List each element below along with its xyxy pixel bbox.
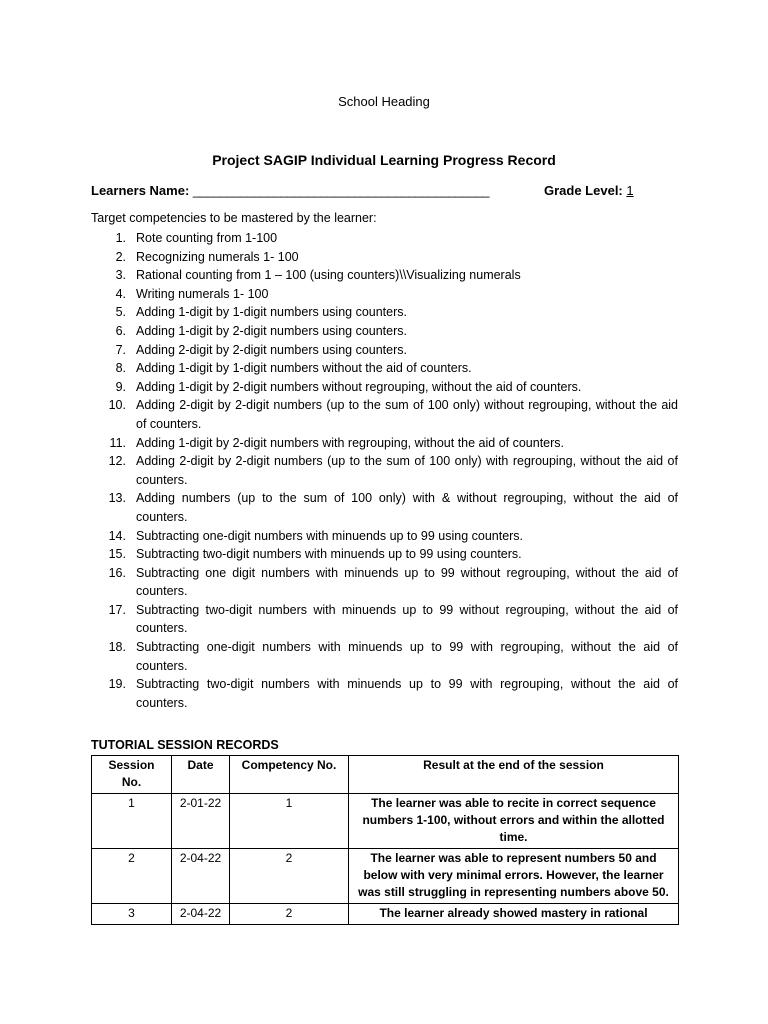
list-item [91, 303, 678, 322]
table-row [92, 904, 679, 925]
list-item-number: 9. [115, 379, 126, 394]
list-item-number: 2. [115, 249, 126, 264]
column-header-competency: Competency No. [230, 756, 349, 794]
tutorial-records-table [91, 755, 679, 925]
page-title: Project SAGIP Individual Learning Progress Record [212, 152, 556, 168]
list-item-text: Adding 2-digit by 2-digit numbers (up to the sum of 100 only) without regrouping, without the aid of counters. [136, 398, 678, 431]
grade-level [544, 183, 634, 198]
list-item [91, 378, 678, 397]
list-item [91, 452, 678, 489]
list-item [91, 564, 678, 601]
list-item-number: 19. [108, 677, 126, 692]
list-item [91, 359, 678, 378]
list-item-text: Subtracting two-digit numbers with minuends up to 99 with regrouping, without the aid of counters. [136, 677, 678, 710]
list-item-number: 8. [115, 361, 126, 376]
list-item-number: 16. [108, 565, 126, 580]
list-item-text: Adding 1-digit by 1-digit numbers without the aid of counters. [136, 361, 472, 376]
list-item [91, 229, 678, 248]
competency-list [91, 229, 678, 712]
grade-level-label: Grade Level: [544, 183, 623, 198]
school-heading: School Heading [338, 94, 430, 109]
cell-result: The learner was able to recite in correct sequence numbers 1-100, without errors and within the allotted time. [349, 794, 679, 849]
list-item [91, 675, 678, 712]
list-item-number: 15. [108, 547, 126, 562]
grade-level-value: 1 [626, 183, 634, 198]
list-item-number: 11. [109, 435, 126, 450]
list-item-text: Subtracting two-digit numbers with minuends up to 99 without regrouping, without the aid of counters. [136, 602, 678, 636]
list-item [91, 489, 678, 526]
list-item-text: Rational counting from 1 – 100 (using counters)\\Visualizing numerals [136, 268, 521, 283]
cell-result: The learner was able to represent numbers 50 and below with very minimal errors. However, the learner was still struggling in representing numbers above 50. [349, 849, 679, 904]
learner-info-row [91, 183, 681, 198]
list-item [91, 285, 678, 304]
cell-date: 2-04-22 [172, 849, 230, 904]
cell-date: 2-01-22 [172, 794, 230, 849]
table-row [92, 794, 679, 849]
list-item-text: Adding 1-digit by 2-digit numbers without regrouping, without the aid of counters. [136, 379, 582, 394]
cell-competency: 2 [230, 904, 349, 925]
list-item-number: 3. [115, 268, 126, 283]
list-item-number: 5. [115, 305, 126, 320]
list-item-number: 1. [115, 231, 126, 245]
competencies-heading: Target competencies to be mastered by the learner: [91, 211, 377, 225]
list-item-text: Subtracting one-digit numbers with minuends up to 99 with regrouping, without the aid of counters. [136, 640, 678, 673]
list-item-text: Adding 1-digit by 1-digit numbers using counters. [136, 305, 407, 320]
list-item [91, 601, 678, 638]
list-item-number: 17. [108, 602, 126, 617]
cell-competency: 1 [230, 794, 349, 849]
list-item [91, 266, 678, 285]
list-item-text: Adding numbers (up to the sum of 100 only) with & without regrouping, without the aid of counters. [136, 491, 678, 524]
table-row [92, 849, 679, 904]
list-item-text: Recognizing numerals 1- 100 [136, 249, 299, 264]
list-item-text: Adding 1-digit by 2-digit numbers using counters. [136, 323, 407, 338]
cell-competency: 2 [230, 849, 349, 904]
list-item-text: Subtracting two-digit numbers with minuends up to 99 using counters. [136, 547, 522, 562]
list-item-text: Subtracting one digit numbers with minuends up to 99 without regrouping, without the aid of counters. [136, 565, 678, 599]
list-item-text: Adding 1-digit by 2-digit numbers with regrouping, without the aid of counters. [136, 435, 565, 450]
learner-name-blank: ____________________________________________ [192, 183, 490, 198]
column-header-session: Session No. [92, 756, 172, 794]
list-item [91, 527, 678, 546]
list-item-number: 13. [108, 491, 126, 506]
list-item [91, 341, 678, 360]
column-header-date: Date [172, 756, 230, 794]
list-item-number: 18. [108, 640, 126, 655]
list-item-text: Subtracting one-digit numbers with minuends up to 99 using counters. [136, 528, 524, 543]
list-item [91, 322, 678, 341]
list-item [91, 248, 678, 267]
tutorial-heading: TUTORIAL SESSION RECORDS [91, 738, 279, 752]
list-item-number: 7. [115, 342, 126, 357]
column-header-result: Result at the end of the session [349, 756, 679, 794]
list-item-number: 14. [108, 528, 126, 543]
list-item [91, 396, 678, 433]
learner-name-label: Learners Name: [91, 183, 190, 198]
list-item-number: 10. [108, 398, 126, 413]
list-item-text: Adding 2-digit by 2-digit numbers (up to the sum of 100 only) with regrouping, without the aid of counters. [136, 454, 678, 487]
list-item-number: 12. [108, 454, 126, 469]
list-item-text: Writing numerals 1- 100 [136, 286, 269, 301]
cell-session: 3 [92, 904, 172, 925]
cell-session: 2 [92, 849, 172, 904]
list-item [91, 434, 678, 453]
list-item [91, 545, 678, 564]
list-item [91, 638, 678, 675]
list-item-number: 4. [115, 286, 126, 301]
cell-date: 2-04-22 [172, 904, 230, 925]
cell-session: 1 [92, 794, 172, 849]
list-item-text: Adding 2-digit by 2-digit numbers using counters. [136, 342, 407, 357]
list-item-number: 6. [115, 323, 126, 338]
list-item-text: Rote counting from 1-100 [136, 231, 278, 245]
cell-result: The learner already showed mastery in rational [349, 904, 679, 925]
table-header-row [92, 756, 679, 794]
